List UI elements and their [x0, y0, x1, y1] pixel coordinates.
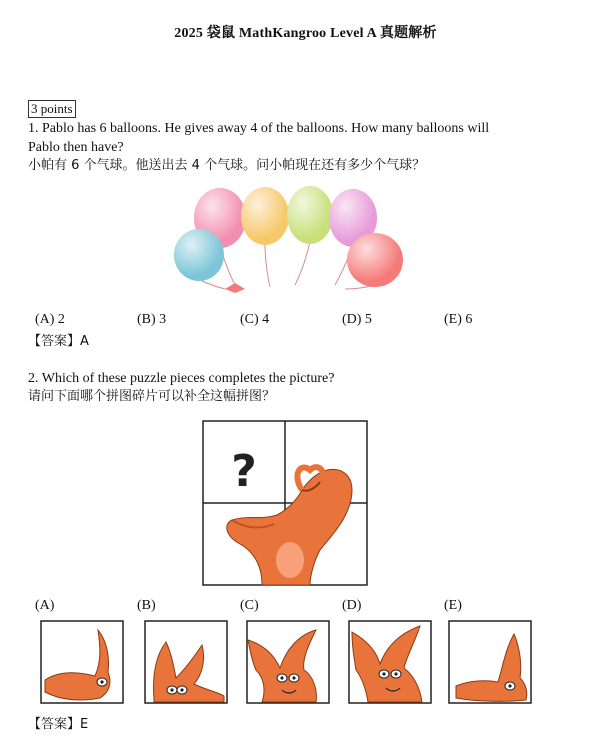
- question-1-english: [28, 119, 588, 157]
- option-e[interactable]: (E) 6: [444, 312, 473, 327]
- option-b[interactable]: (B) 3: [137, 312, 167, 327]
- option-a[interactable]: (A) 2: [35, 312, 65, 327]
- piece-label-a: (A): [35, 598, 55, 613]
- piece-label-b: (B): [137, 598, 156, 613]
- puzzle-piece-e[interactable]: [448, 620, 532, 704]
- kangaroo-puzzle-icon: [202, 420, 368, 586]
- question-1-chinese: 小帕有 6 个气球。他送出去 4 个气球。问小帕现在还有多少个气球？: [28, 158, 426, 173]
- question-2-answer: 【答案】E: [28, 717, 89, 732]
- balloons-illustration-icon: [165, 185, 415, 295]
- piece-label-d: (D): [342, 598, 362, 613]
- question-1-line-2: Pablo then have?: [28, 140, 124, 155]
- points-label: 3 points: [28, 100, 76, 118]
- question-1-answer: 【答案】A: [28, 334, 89, 349]
- question-1-line-1: 1. Pablo has 6 balloons. He gives away 4 of the balloons. How many balloons will: [28, 121, 490, 136]
- puzzle-piece-d[interactable]: [348, 620, 432, 704]
- piece-label-e: (E): [444, 598, 462, 613]
- puzzle-piece-b[interactable]: [144, 620, 228, 704]
- question-2-english: 2. Which of these puzzle pieces completes the picture?: [28, 371, 335, 386]
- option-d[interactable]: (D) 5: [342, 312, 372, 327]
- question-2-chinese: 请问下面哪个拼图碎片可以补全这幅拼图？: [28, 389, 276, 404]
- puzzle-piece-a[interactable]: [40, 620, 124, 704]
- piece-label-c: (C): [240, 598, 259, 613]
- puzzle-piece-c[interactable]: [246, 620, 330, 704]
- document-title: 2025 袋鼠 MathKangroo Level A 真题解析: [174, 26, 437, 41]
- puzzle-question-mark: ?: [231, 446, 257, 497]
- option-c[interactable]: (C) 4: [240, 312, 270, 327]
